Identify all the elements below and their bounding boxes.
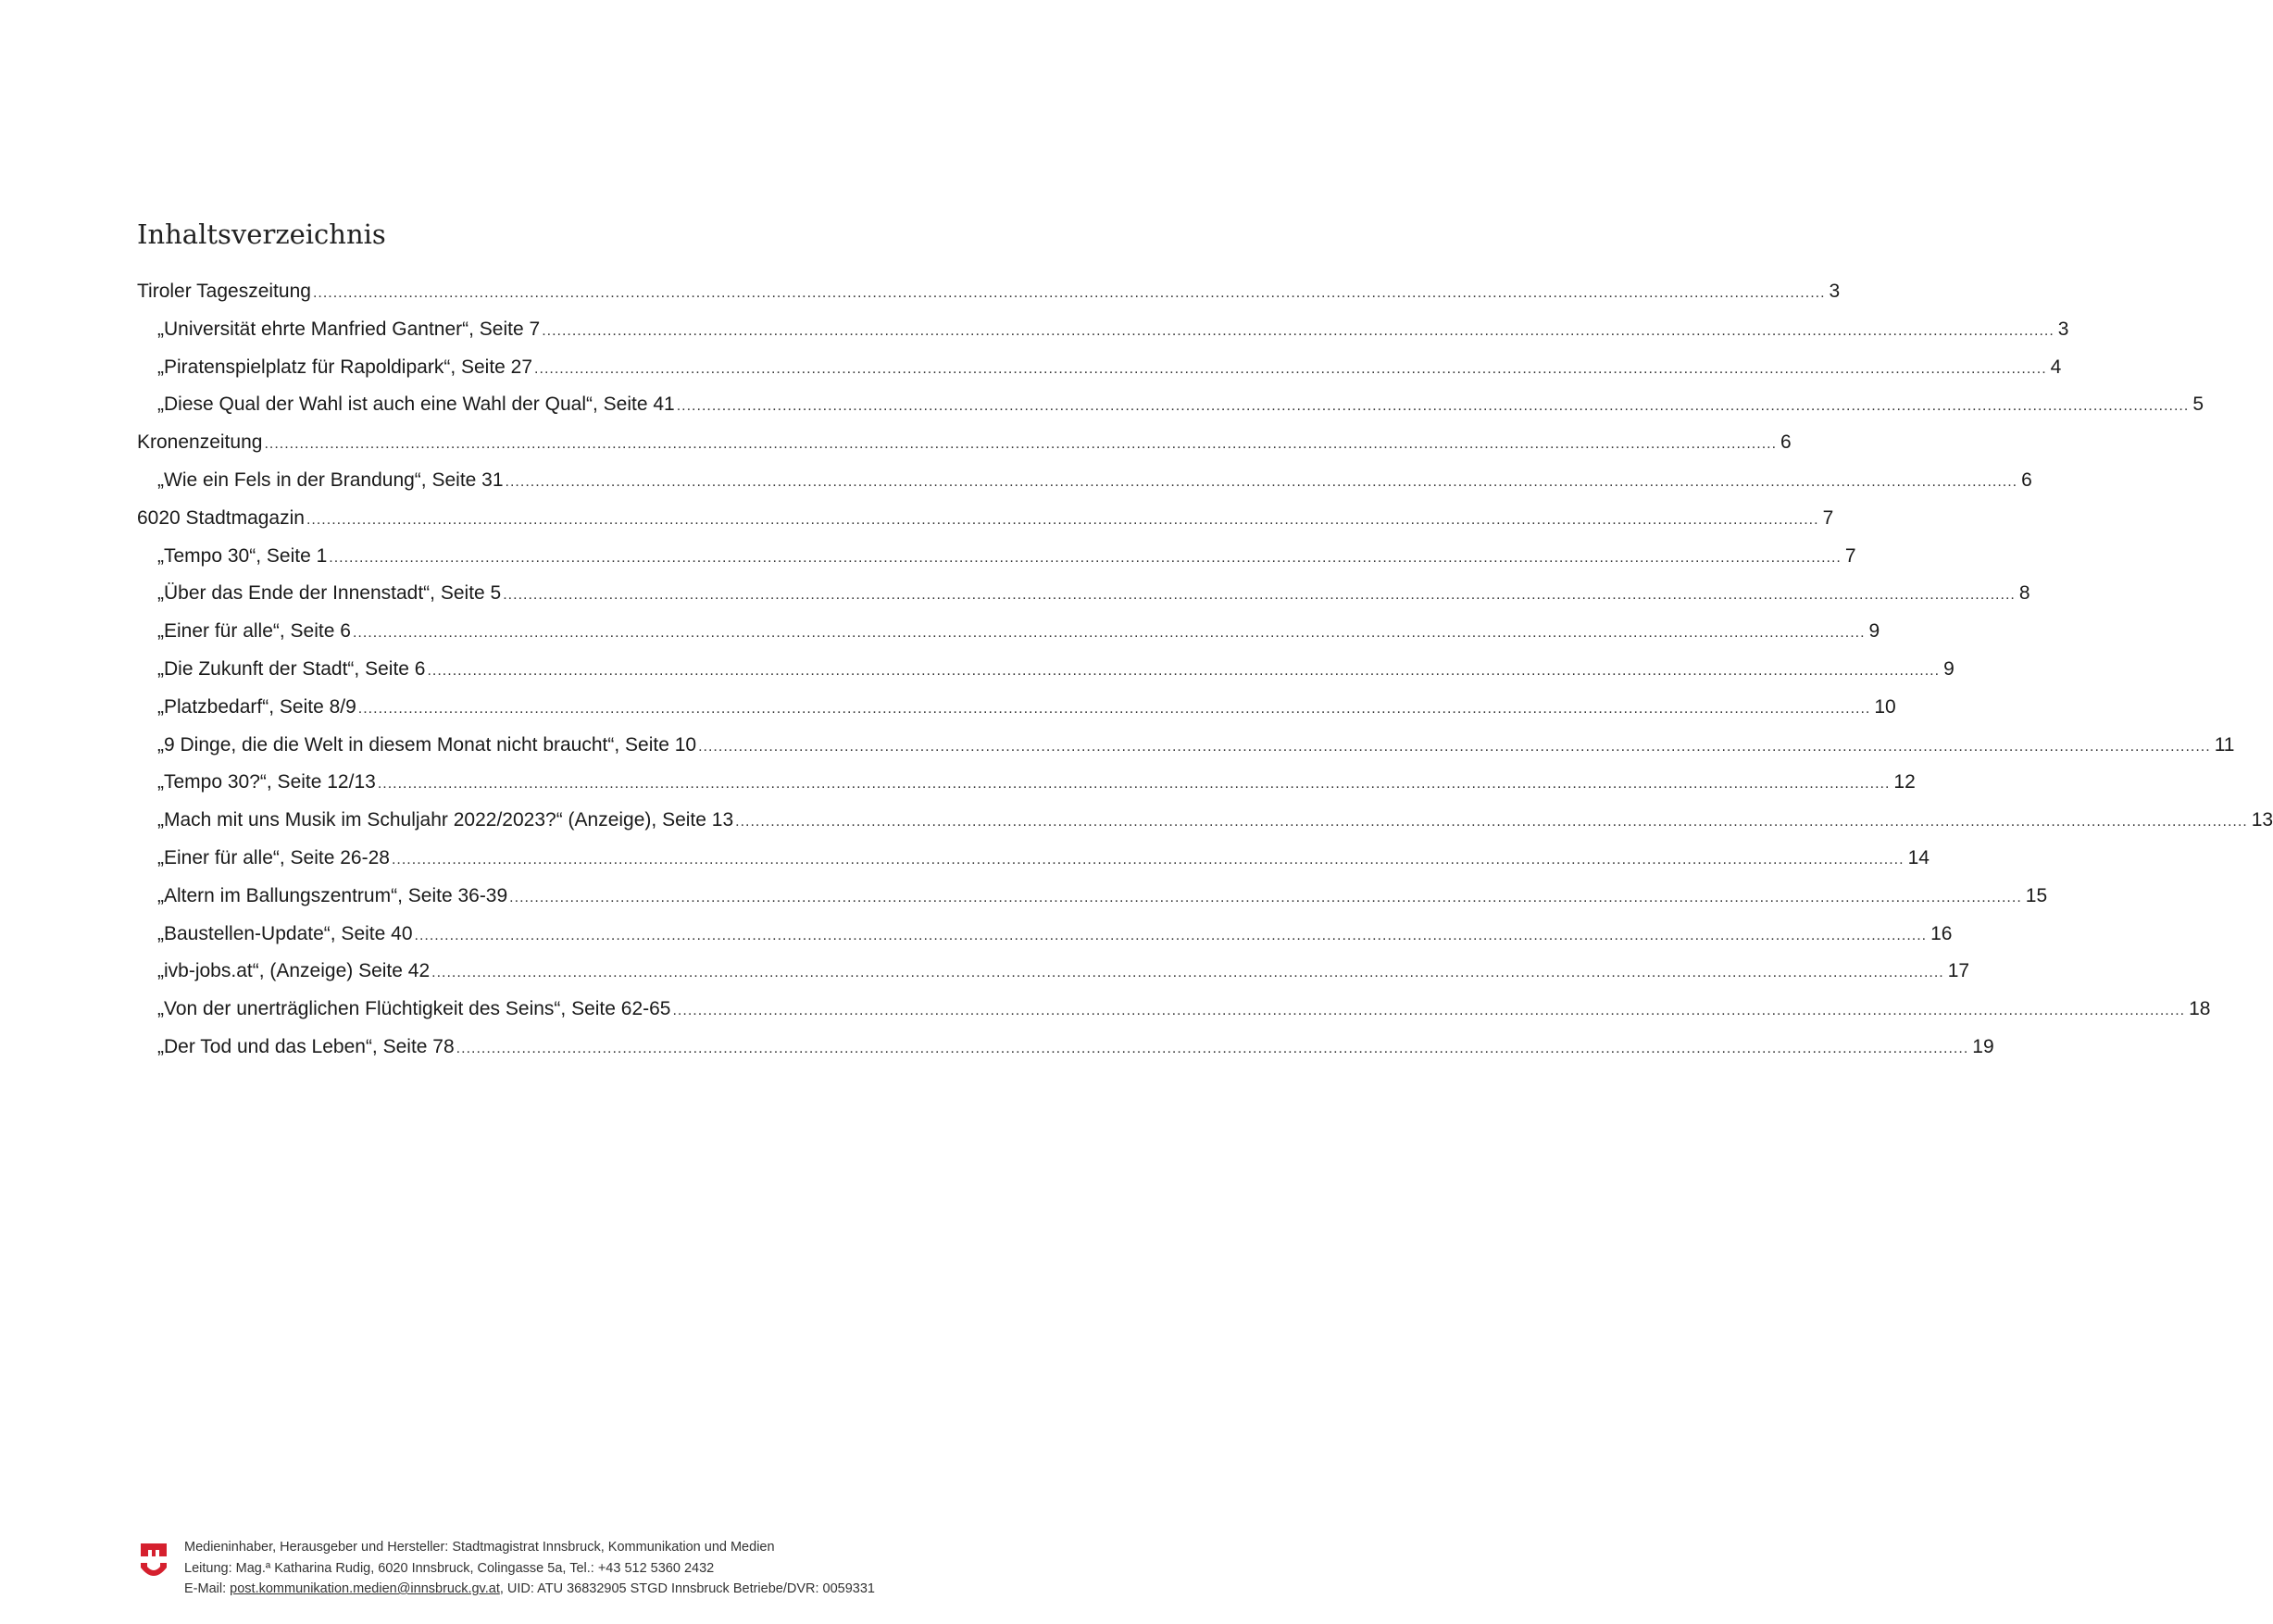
toc-entry-title: „Der Tod und das Leben“, Seite 78 xyxy=(157,1035,455,1057)
toc-dot-leader: ............................................................................................................................................................................................................................................................................................................ xyxy=(377,776,1891,793)
toc-entry-title: „Wie ein Fels in der Brandung“, Seite 31 xyxy=(157,468,504,491)
toc-entry-title: „Piratenspielplatz für Rapoldipark“, Seite 27 xyxy=(157,356,533,378)
toc-dot-leader: ............................................................................................................................................................................................................................................................................................................ xyxy=(306,511,1819,528)
toc-article-entry[interactable] xyxy=(137,394,2204,431)
toc-article-entry[interactable] xyxy=(137,922,1953,961)
toc-entry-title: „Baustellen-Update“, Seite 40 xyxy=(157,922,413,944)
toc-page-number: 3 xyxy=(1829,281,1841,302)
toc-article-entry[interactable] xyxy=(137,960,1970,998)
toc-article-entry[interactable] xyxy=(137,809,2273,847)
toc-article-entry[interactable] xyxy=(137,318,2069,356)
toc-dot-leader: ............................................................................................................................................................................................................................................................................................................ xyxy=(534,360,2047,377)
footer xyxy=(139,1537,1028,1602)
toc-entry-title: „Universität ehrte Manfried Gantner“, Seite 7 xyxy=(157,318,541,340)
toc-entry-title: Tiroler Tageszeitung xyxy=(137,281,311,302)
toc-article-entry[interactable] xyxy=(137,733,2235,772)
toc-article-entry[interactable] xyxy=(137,884,2048,923)
toc-page-number: 8 xyxy=(2018,582,2030,605)
toc-dot-leader: ............................................................................................................................................................................................................................................................................................................ xyxy=(431,965,1944,981)
toc-dot-leader: ............................................................................................................................................................................................................................................................................................................ xyxy=(357,700,1871,717)
toc-dot-leader: ............................................................................................................................................................................................................................................................................................................ xyxy=(698,738,2211,755)
toc-page-number: 5 xyxy=(2192,394,2204,416)
toc-dot-leader: ............................................................................................................................................................................................................................................................................................................ xyxy=(503,587,2016,604)
footer-line-owner: Medieninhaber, Herausgeber und Hersteller: Stadtmagistrat Innsbruck, Kommunikation und Medien xyxy=(184,1540,775,1555)
toc-page-number: 7 xyxy=(1844,544,1856,567)
toc-entry-title: „Mach mit uns Musik im Schuljahr 2022/2023?“ (Anzeige), Seite 13 xyxy=(157,809,734,831)
toc-dot-leader: ............................................................................................................................................................................................................................................................................................................ xyxy=(735,814,2248,831)
toc-article-entry[interactable] xyxy=(137,1035,1994,1074)
toc-dot-leader: ............................................................................................................................................................................................................................................................................................................ xyxy=(505,473,2018,490)
toc-article-entry[interactable] xyxy=(137,468,2032,507)
toc-entry-title: Kronenzeitung xyxy=(137,431,263,454)
toc-dot-leader: ............................................................................................................................................................................................................................................................................................................ xyxy=(414,927,1928,943)
toc-article-entry[interactable] xyxy=(137,544,1856,583)
toc-dot-leader: ............................................................................................................................................................................................................................................................................................................ xyxy=(456,1040,1969,1056)
toc-entry-title: „Einer für alle“, Seite 6 xyxy=(157,620,351,643)
toc-page-number: 10 xyxy=(1874,695,1896,718)
toc-article-entry[interactable] xyxy=(137,846,1930,885)
toc-page-number: 12 xyxy=(1893,771,1916,793)
toc-dot-leader: ............................................................................................................................................................................................................................................................................................................ xyxy=(427,662,1941,679)
page-title: Inhaltsverzeichnis xyxy=(137,219,386,250)
toc-page-number: 11 xyxy=(2214,733,2235,756)
toc-section-entry[interactable] xyxy=(137,281,1841,319)
toc-dot-leader: ............................................................................................................................................................................................................................................................................................................ xyxy=(264,436,1778,453)
toc-page-number: 19 xyxy=(1972,1035,1994,1057)
toc-page-number: 13 xyxy=(2251,809,2273,831)
toc-entry-title: „Einer für alle“, Seite 26-28 xyxy=(157,846,390,868)
toc-section-entry[interactable] xyxy=(137,431,1792,469)
toc-entry-title: „Von der unerträglichen Flüchtigkeit des Seins“, Seite 62-65 xyxy=(157,998,671,1020)
toc-entry-title: „Diese Qual der Wahl ist auch eine Wahl der Qual“, Seite 41 xyxy=(157,394,675,416)
toc-entry-title: „Tempo 30“, Seite 1 xyxy=(157,544,328,567)
toc-dot-leader: ............................................................................................................................................................................................................................................................................................................ xyxy=(542,322,2054,339)
toc-entry-title: „ivb-jobs.at“, (Anzeige) Seite 42 xyxy=(157,960,431,982)
toc-article-entry[interactable] xyxy=(137,582,2030,620)
toc-page-number: 3 xyxy=(2057,318,2069,340)
toc-article-entry[interactable] xyxy=(137,657,1955,696)
toc-entry-title: „Die Zukunft der Stadt“, Seite 6 xyxy=(157,657,426,680)
toc-dot-leader: ............................................................................................................................................................................................................................................................................................................ xyxy=(672,1003,2186,1019)
email-link[interactable]: post.kommunikation.medien@innsbruck.gv.at xyxy=(230,1581,500,1596)
toc-article-entry[interactable] xyxy=(137,771,1916,809)
footer-line-contact xyxy=(184,1579,875,1600)
toc-page-number: 9 xyxy=(1943,657,1955,680)
table-of-contents xyxy=(137,281,2273,1074)
toc-article-entry[interactable] xyxy=(137,620,1880,658)
toc-dot-leader: ............................................................................................................................................................................................................................................................................................................ xyxy=(509,889,2022,906)
toc-page-number: 7 xyxy=(1822,506,1834,529)
toc-entry-title: 6020 Stadtmagazin xyxy=(137,506,305,529)
toc-entry-title: „Platzbedarf“, Seite 8/9 xyxy=(157,695,356,718)
toc-entry-title: „Altern im Ballungszentrum“, Seite 36-39 xyxy=(157,884,508,906)
toc-page-number: 15 xyxy=(2025,884,2048,906)
footer-line-management: Leitung: Mag.ª Katharina Rudig, 6020 Innsbruck, Colingasse 5a, Tel.: +43 512 5360 2432 xyxy=(184,1560,715,1576)
toc-page-number: 18 xyxy=(2189,998,2211,1020)
toc-section-entry[interactable] xyxy=(137,506,1834,545)
toc-dot-leader: ............................................................................................................................................................................................................................................................................................................ xyxy=(676,398,2190,415)
toc-article-entry[interactable] xyxy=(137,998,2211,1036)
toc-page-number: 9 xyxy=(1868,620,1880,643)
toc-page-number: 4 xyxy=(2050,356,2062,378)
toc-article-entry[interactable] xyxy=(137,356,2062,394)
footer-ids: , UID: ATU 36832905 STGD Innsbruck Betriebe/DVR: 0059331 xyxy=(499,1581,875,1596)
toc-dot-leader: ............................................................................................................................................................................................................................................................................................................ xyxy=(391,851,1905,868)
toc-dot-leader: ............................................................................................................................................................................................................................................................................................................ xyxy=(352,625,1866,642)
toc-article-entry[interactable] xyxy=(137,695,1896,734)
toc-page-number: 6 xyxy=(2021,468,2032,491)
toc-page-number: 16 xyxy=(1930,922,1953,944)
toc-entry-title: „Über das Ende der Innenstadt“, Seite 5 xyxy=(157,582,502,605)
innsbruck-logo-icon xyxy=(139,1542,169,1580)
toc-dot-leader: ............................................................................................................................................................................................................................................................................................................ xyxy=(329,549,1842,566)
toc-entry-title: „9 Dinge, die die Welt in diesem Monat nicht braucht“, Seite 10 xyxy=(157,733,697,756)
email-label: E-Mail: xyxy=(184,1581,231,1596)
toc-entry-title: „Tempo 30?“, Seite 12/13 xyxy=(157,771,376,793)
toc-page-number: 17 xyxy=(1947,960,1970,982)
toc-page-number: 6 xyxy=(1780,431,1792,454)
toc-dot-leader: ............................................................................................................................................................................................................................................................................................................ xyxy=(312,285,1826,301)
toc-page-number: 14 xyxy=(1907,846,1930,868)
